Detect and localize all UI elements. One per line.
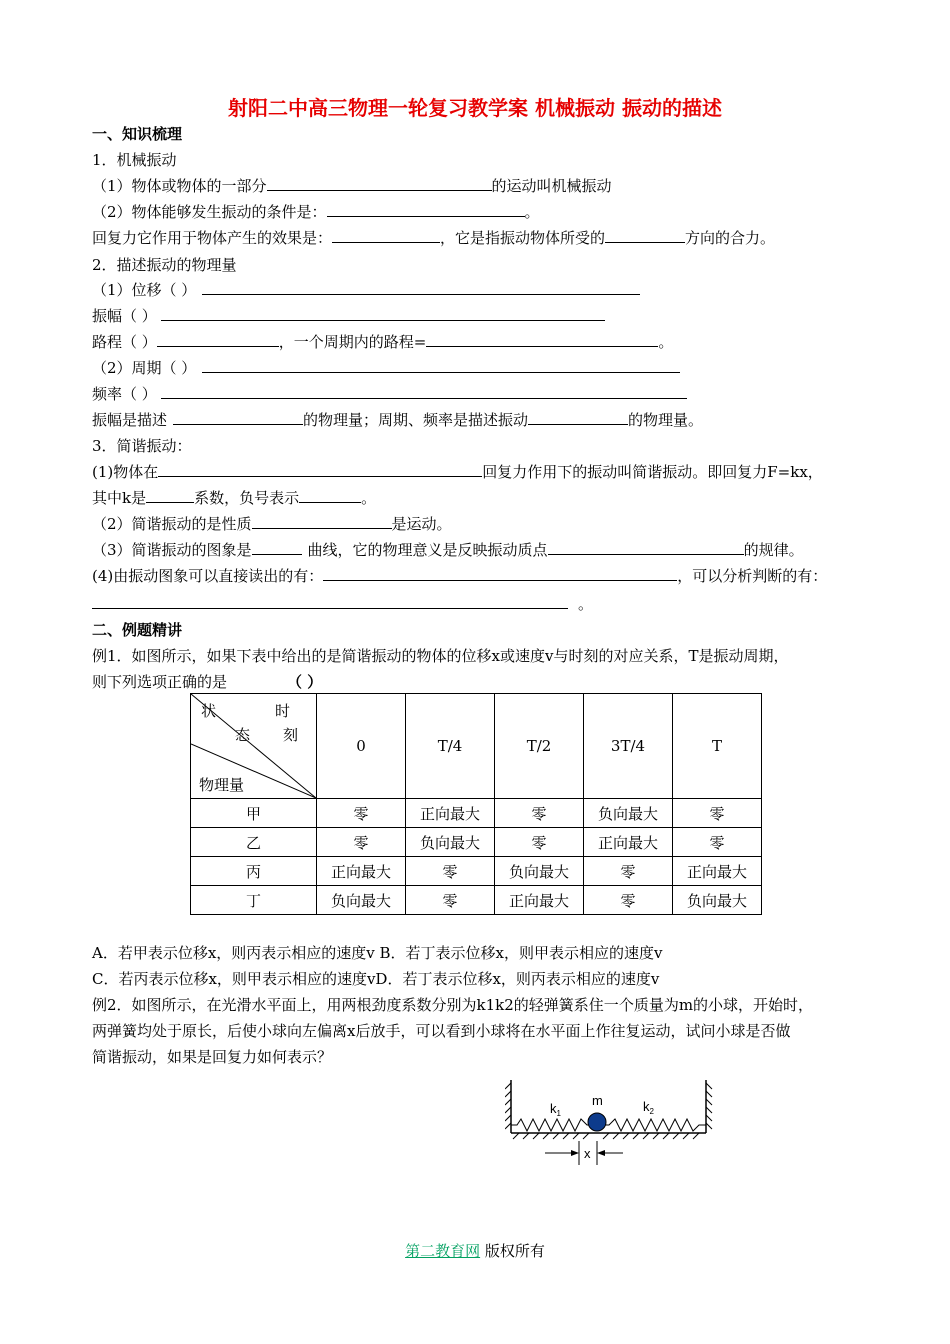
table-cell: 零 [673, 828, 762, 857]
k1-letter: k [550, 1101, 557, 1116]
row-label: 丙 [191, 857, 317, 886]
k1-label [550, 1101, 562, 1118]
text: 是运动。 [391, 515, 452, 533]
question-line [92, 306, 605, 326]
table-cell: 零 [406, 857, 495, 886]
text: 回复力它作用于物体产生的效果是： [92, 229, 333, 247]
footer-text: 版权所有 [480, 1242, 545, 1260]
question-line [92, 332, 673, 352]
text: （3）简谐振动的图象是 [92, 541, 252, 559]
text: (4)由振动图象可以直接读出的有： [92, 567, 324, 585]
table-cell: 零 [673, 799, 762, 828]
question-line [92, 280, 640, 300]
option-c-d: C．若丙表示位移x，则甲表示相应的速度vD．若丁表示位移x，则丙表示相应的速度v [92, 970, 660, 988]
answer-blank[interactable] [528, 410, 628, 425]
text: ，可以分析判断的有： [677, 567, 828, 585]
corner-label: 刻 [283, 726, 299, 744]
item-1-heading: 1．机械振动 [92, 151, 177, 169]
text: （2）物体能够发生振动的条件是： [92, 203, 327, 221]
table-cell: 零 [584, 857, 673, 886]
answer-blank[interactable] [92, 594, 568, 609]
time-header: T/4 [406, 694, 495, 799]
mass-ball [588, 1113, 606, 1131]
question-line [92, 594, 593, 614]
question-line [92, 202, 540, 222]
corner-label: 状 [201, 702, 217, 720]
answer-blank[interactable] [202, 358, 680, 373]
table-row [191, 886, 762, 915]
text: 的物理量；周期、频率是描述振动 [303, 411, 529, 429]
spring-k1 [511, 1119, 589, 1131]
section-heading-examples: 二、例题精讲 [92, 621, 183, 639]
answer-blank[interactable] [173, 410, 303, 425]
table-cell: 负向最大 [673, 886, 762, 915]
example-1-prompt [92, 672, 322, 692]
spring-mass-diagram [505, 1075, 715, 1170]
item-2-heading: 2．描述振动的物理量 [92, 256, 237, 274]
example-2-text: 两弹簧均处于原长，后使小球向左偏离x后放手，可以看到小球将在水平面上作往复运动，试问小球是否做 [92, 1022, 791, 1040]
table-corner-cell [191, 694, 317, 799]
row-label: 乙 [191, 828, 317, 857]
spring-k2 [605, 1119, 706, 1131]
table-cell: 负向最大 [584, 799, 673, 828]
corner-label: 态 [235, 726, 251, 744]
answer-blank[interactable] [426, 332, 658, 347]
answer-blank[interactable] [157, 332, 279, 347]
text: 振幅（ ） [92, 307, 157, 325]
answer-blank[interactable] [252, 514, 392, 529]
text: ，它是指振动物体所受的 [440, 229, 606, 247]
diagonal-header [191, 694, 316, 798]
example-1-table [190, 693, 762, 915]
text: 。 [524, 203, 540, 221]
k1-subscript: 1 [556, 1109, 561, 1118]
section-heading-knowledge: 一、知识梳理 [92, 125, 183, 143]
text: ，一个周期内的路程= [278, 333, 427, 351]
table-row [191, 799, 762, 828]
text: 频率（ ） [92, 385, 157, 403]
answer-blank[interactable] [605, 228, 685, 243]
text: 的运动叫机械振动 [491, 177, 612, 195]
corner-label: 物理量 [199, 776, 245, 794]
answer-blank[interactable] [267, 176, 492, 191]
table-cell: 正向最大 [495, 886, 584, 915]
mass-label: m [592, 1093, 603, 1108]
row-label: 丁 [191, 886, 317, 915]
time-header: T/2 [495, 694, 584, 799]
answer-blank[interactable] [146, 488, 194, 503]
question-line [92, 462, 823, 482]
answer-blank[interactable] [161, 306, 605, 321]
table-cell: 零 [406, 886, 495, 915]
table-cell: 负向最大 [406, 828, 495, 857]
table-cell: 零 [495, 828, 584, 857]
text: 其中k是 [92, 489, 147, 507]
text: （1）物体或物体的一部分 [92, 177, 267, 195]
table-cell: 正向最大 [584, 828, 673, 857]
answer-blank[interactable] [158, 462, 482, 477]
example-2-text: 例2．如图所示，在光滑水平面上，用两根劲度系数分别为k1k2的轻弹簧系住一个质量为m的小球，开始时， [92, 996, 814, 1014]
page-title: 射阳二中高三物理一轮复习教学案 机械振动 振动的描述 [228, 96, 722, 120]
text: 方向的合力。 [685, 229, 776, 247]
answer-blank[interactable] [252, 540, 302, 555]
text: 路程（ ） [92, 333, 157, 351]
question-line [92, 410, 703, 430]
question-line [92, 566, 827, 586]
question-line [92, 358, 680, 378]
k2-subscript: 2 [649, 1107, 654, 1116]
time-header: 0 [317, 694, 406, 799]
example-2-text: 简谐振动，如果是回复力如何表示？ [92, 1048, 333, 1066]
text: 则下列选项正确的是 [92, 673, 228, 691]
corner-label: 时 [275, 702, 291, 720]
text: 的物理量。 [628, 411, 704, 429]
answer-blank[interactable] [161, 384, 687, 399]
answer-paren[interactable]: （ ） [287, 673, 323, 691]
arrow-right-icon [571, 1150, 579, 1156]
k2-letter: k [643, 1099, 650, 1114]
question-line [92, 488, 376, 508]
text: 曲线，它的物理意义是反映振动质点 [307, 541, 548, 559]
arrow-left-icon [597, 1150, 605, 1156]
row-label: 甲 [191, 799, 317, 828]
text: 。 [578, 595, 594, 613]
k2-label [643, 1099, 655, 1116]
table-cell: 正向最大 [317, 857, 406, 886]
table-cell: 正向最大 [406, 799, 495, 828]
question-line [92, 176, 612, 196]
question-line [92, 514, 452, 534]
text: (1)物体在 [92, 463, 159, 481]
table-cell: 零 [584, 886, 673, 915]
answer-blank[interactable] [323, 566, 677, 581]
option-a-b: A．若甲表示位移x，则丙表示相应的速度v B．若丁表示位移x，则甲表示相应的速度v [92, 944, 663, 962]
text: 回复力作用下的振动叫简谐振动。即回复力F=kx， [482, 463, 823, 481]
table-cell: 负向最大 [317, 886, 406, 915]
text: 振幅是描述 [92, 411, 168, 429]
item-3-heading: 3．简谐振动： [92, 437, 192, 455]
time-header: 3T/4 [584, 694, 673, 799]
table-cell: 零 [495, 799, 584, 828]
text: 。 [361, 489, 377, 507]
question-line [92, 540, 804, 560]
text: （1）位移（ ） [92, 281, 197, 299]
text: 。 [658, 333, 674, 351]
answer-blank[interactable] [327, 202, 525, 217]
answer-blank[interactable] [548, 540, 744, 555]
example-1-text: 例1．如图所示，如果下表中给出的是简谐振动的物体的位移x或速度v与时刻的对应关系，T是振动周期， [92, 647, 789, 665]
text: 系数，负号表示 [194, 489, 300, 507]
text: （2）简谐振动的是性质 [92, 515, 252, 533]
text: 的规律。 [743, 541, 804, 559]
answer-blank[interactable] [299, 488, 361, 503]
table-cell: 正向最大 [673, 857, 762, 886]
table-header-row [191, 694, 762, 799]
table-row [191, 828, 762, 857]
footer [0, 1240, 950, 1261]
table-row [191, 857, 762, 886]
answer-blank[interactable] [332, 228, 440, 243]
question-line [92, 384, 687, 404]
answer-blank[interactable] [202, 280, 640, 295]
table-cell: 负向最大 [495, 857, 584, 886]
footer-link[interactable]: 第二教育网 [405, 1242, 481, 1260]
question-line [92, 228, 775, 248]
x-label: x [584, 1146, 591, 1161]
time-header: T [673, 694, 762, 799]
table-cell: 零 [317, 828, 406, 857]
text: （2）周期（ ） [92, 359, 197, 377]
table-cell: 零 [317, 799, 406, 828]
